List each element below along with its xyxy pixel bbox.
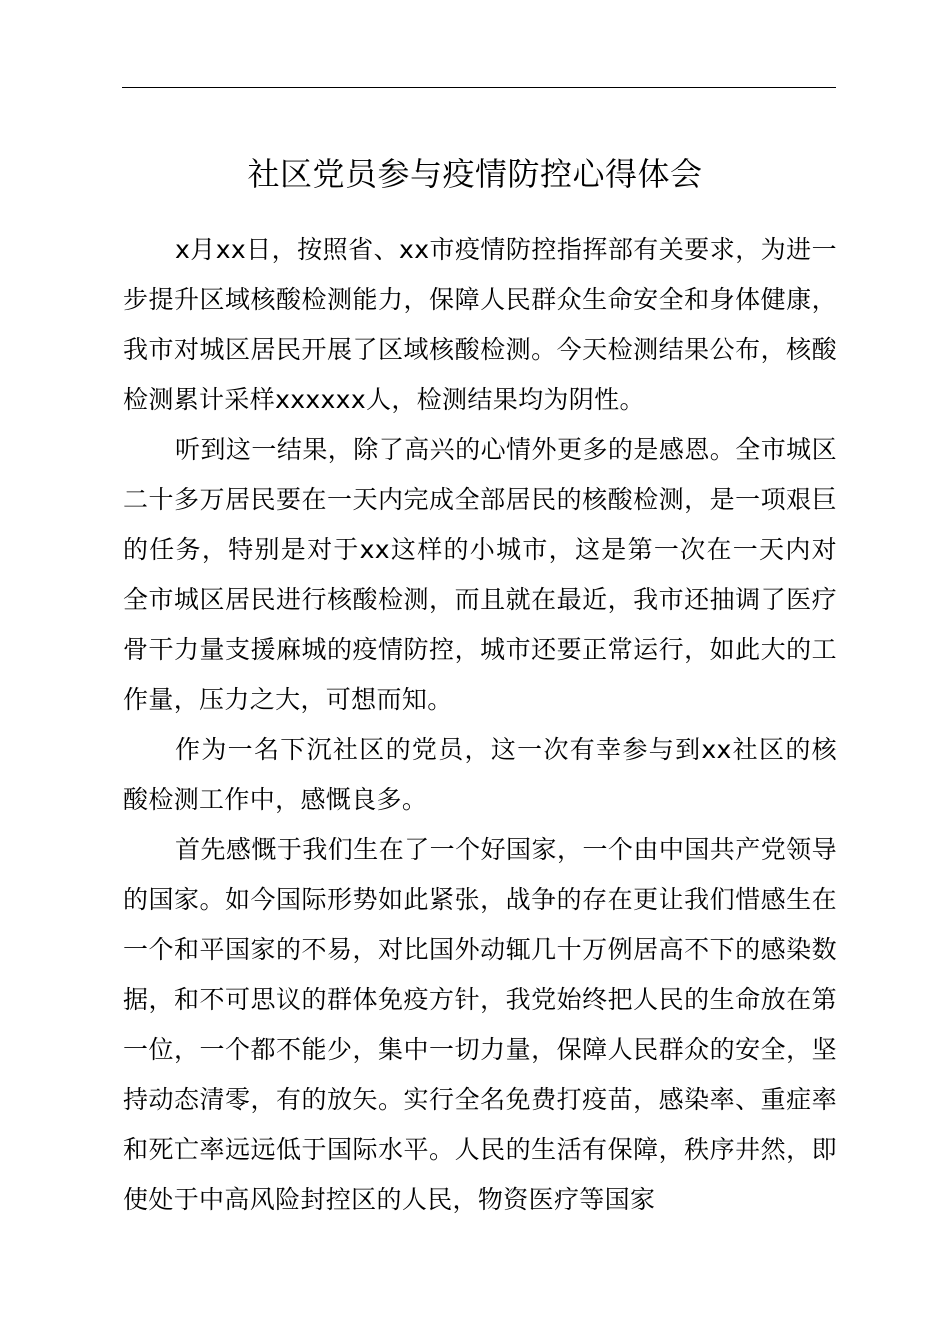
paragraph-4: 首先感慨于我们生在了一个好国家，一个由中国共产党领导的国家。如今国际形势如此紧张，战争的存在更让我们惜感生在一个和平国家的不易，对比国外动辄几十万例居高不下的感染数据，和不可思议的群体免疫方针，我党始终把人民的生命放在第一位，一个都不能少，集中一切力量，保障人民群众的安全，坚持动态清零，有的放矢。实行全名免费打疫苗，感染率、重症率和死亡率远远低于国际水平。人民的生活有保障，秩序井然，即使处于中高风险封控区的人民，物资医疗等国家 [123,835,837,1214]
document-title: 社区党员参与疫情防控心得体会 [247,155,703,193]
paragraph-2: 听到这一结果，除了高兴的心情外更多的是感恩。全市城区二十多万居民要在一天内完成全部居民的核酸检测，是一项艰巨的任务，特别是对于xx这样的小城市，这是第一次在一天内对全市城区居民进行核酸检测，而且就在最近，我市还抽调了医疗骨干力量支援麻城的疫情防控，城市还要正常运行，如此大的工作量，压力之大，可想而知。 [123,435,837,714]
document-body [123,225,837,1225]
header-rule [122,87,836,88]
paragraph-3: 作为一名下沉社区的党员，这一次有幸参与到xx社区的核酸检测工作中，感慨良多。 [123,735,837,814]
paragraph-1: x月xx日，按照省、xx市疫情防控指挥部有关要求，为进一步提升区域核酸检测能力，保障人民群众生命安全和身体健康，我市对城区居民开展了区域核酸检测。今天检测结果公布，核酸检测累计采样xxxxxx人，检测结果均为阴性。 [123,235,837,414]
